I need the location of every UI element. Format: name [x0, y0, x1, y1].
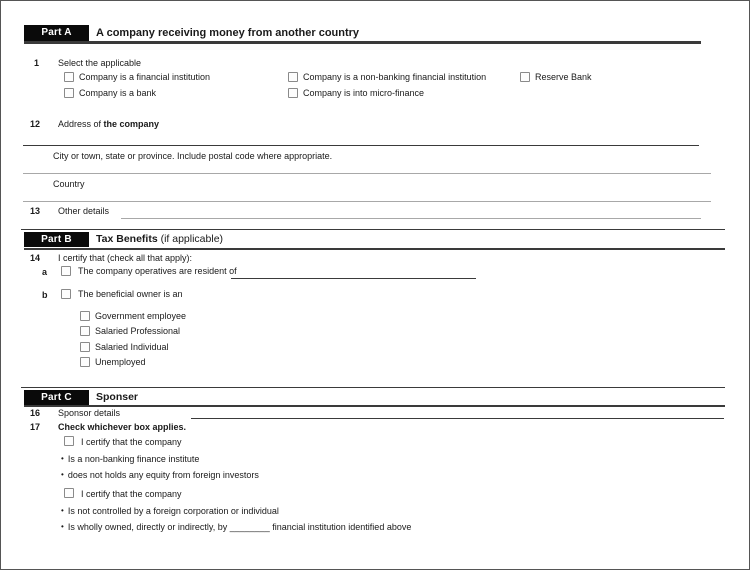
q14a-text: The company operatives are resident of [78, 266, 237, 276]
checkbox-label-reserve-bank: Reserve Bank [535, 72, 592, 82]
checkbox-non-banking-financial-institution[interactable] [288, 72, 298, 82]
bullet-not-foreign-controlled: • Is not controlled by a foreign corporation or individual [61, 505, 279, 517]
checkbox-certify-company-1[interactable] [64, 436, 74, 446]
part-b-tag: Part B [24, 232, 89, 247]
checkbox-micro-finance[interactable] [288, 88, 298, 98]
q13-label: Other details [58, 206, 110, 216]
sponsor-details-field[interactable] [191, 418, 724, 419]
part-a-title: A company receiving money from another country [96, 27, 360, 39]
q17-number: 17 [30, 422, 41, 432]
checkbox-label-bank: Company is a bank [79, 88, 157, 98]
q1-label: Select the applicable [58, 58, 142, 68]
q12-label-bold: the company [103, 119, 160, 129]
bullet-no-foreign-equity: • does not holds any equity from foreign investors [61, 469, 259, 481]
checkbox-label-non-banking-financial-institution: Company is a non-banking financial institution [303, 72, 487, 82]
address-city-hint: City or town, state or province. Include postal code where appropriate. [53, 151, 333, 161]
part-b-title-bold: Tax Benefits [96, 233, 158, 245]
checkbox-government-employee[interactable] [80, 311, 90, 321]
checkbox-resident-of[interactable] [61, 266, 71, 276]
q14-label: I certify that (check all that apply): [58, 253, 193, 263]
checkbox-label-financial-institution: Company is a financial institution [79, 72, 211, 82]
part-c-title: Sponser [96, 391, 139, 403]
part-b-rule [24, 248, 725, 250]
checkbox-unemployed[interactable] [80, 357, 90, 367]
part-a-rule [24, 41, 701, 44]
q14-number: 14 [30, 253, 41, 263]
q16-number: 16 [30, 408, 41, 418]
checkbox-label-salaried-professional: Salaried Professional [95, 326, 181, 336]
bullet-wholly-owned: • Is wholly owned, directly or indirectly, by ________ financial institution identified above [61, 521, 411, 533]
checkbox-salaried-professional[interactable] [80, 326, 90, 336]
checkbox-label-salaried-individual: Salaried Individual [95, 342, 169, 352]
checkbox-bank[interactable] [64, 88, 74, 98]
checkbox-beneficial-owner[interactable] [61, 289, 71, 299]
checkbox-label-unemployed: Unemployed [95, 357, 146, 367]
q14b-text: The beneficial owner is an [78, 289, 183, 299]
checkbox-label-government-employee: Government employee [95, 311, 187, 321]
other-details-field[interactable] [121, 218, 701, 219]
certify-company-2-label: I certify that the company [81, 489, 182, 499]
q16-label: Sponsor details [58, 408, 121, 418]
q14b-letter: b [42, 290, 48, 300]
q12-label-regular: Address of [58, 119, 104, 129]
part-c-top-rule [21, 387, 725, 388]
address-country-hint: Country [53, 179, 85, 189]
q12-label [58, 119, 159, 130]
address-line-3[interactable] [23, 201, 711, 202]
address-line-1[interactable] [23, 145, 699, 146]
certify-company-1-label: I certify that the company [81, 437, 182, 447]
part-b-title [96, 233, 223, 245]
part-b-title-regular: (if applicable) [157, 233, 224, 245]
q12-number: 12 [30, 119, 41, 129]
q13-number: 13 [30, 206, 41, 216]
checkbox-salaried-individual[interactable] [80, 342, 90, 352]
q17-label: Check whichever box applies. [58, 422, 187, 432]
q14a-letter: a [42, 267, 48, 277]
address-line-2[interactable] [23, 173, 711, 174]
part-a-tag: Part A [24, 25, 89, 41]
resident-of-field[interactable] [231, 278, 476, 279]
q1-number: 1 [34, 58, 40, 68]
checkbox-certify-company-2[interactable] [64, 488, 74, 498]
part-c-rule [24, 405, 725, 407]
part-c-tag: Part C [24, 390, 89, 405]
bullet-non-banking-finance-institute: • Is a non-banking finance institute [61, 453, 199, 465]
checkbox-label-micro-finance: Company is into micro-finance [303, 88, 425, 98]
checkbox-reserve-bank[interactable] [520, 72, 530, 82]
checkbox-financial-institution[interactable] [64, 72, 74, 82]
part-b-top-rule [21, 229, 725, 230]
